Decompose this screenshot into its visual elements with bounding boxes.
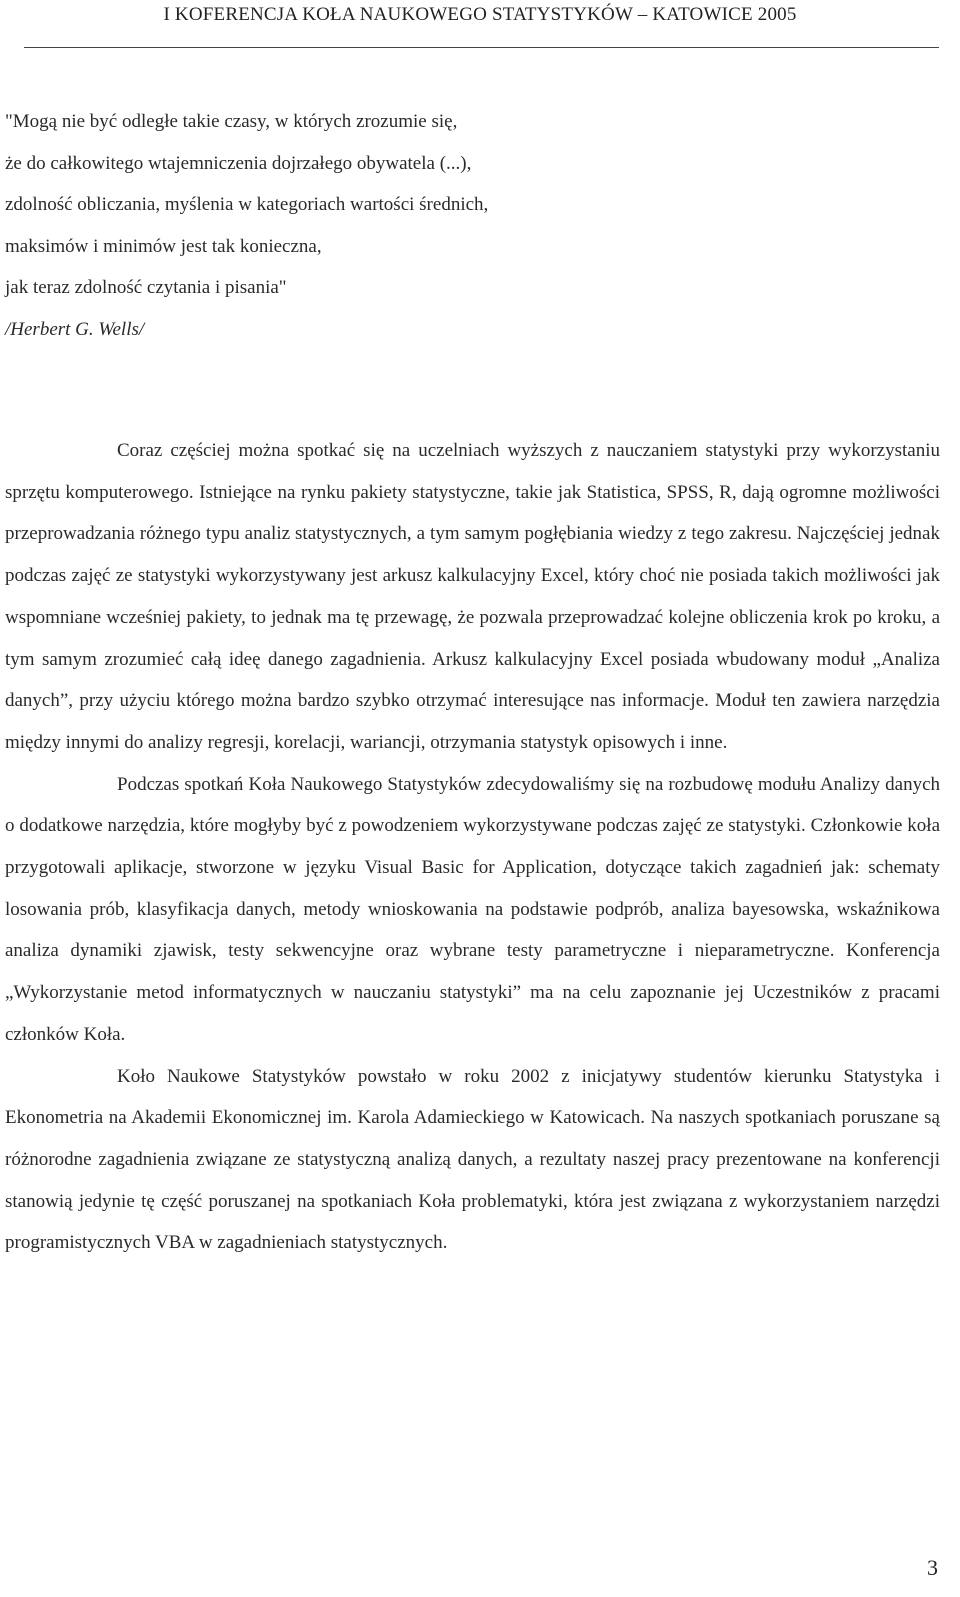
header-rule [24, 47, 939, 48]
motto-line: jak teraz zdolność czytania i pisania" [5, 277, 287, 299]
body-text [5, 430, 940, 1264]
motto-line: zdolność obliczania, myślenia w kategoriach wartości średnich, [5, 194, 489, 216]
paragraph-2: Podczas spotkań Koła Naukowego Statystyków zdecydowaliśmy się na rozbudowę modułu Analizy danych o dodatkowe narzędzia, które mogłyby być z powodzeniem wykorzystywane podczas zajęć ze statystyki. Członkowie koła przygotowali aplikacje, stworzone w języku Visual Basic for Application, dotyczące takich zagadnień jak: schematy losowania prób, klasyfikacja danych, metody wnioskowania na podstawie podprób, analiza bayesowska, wskaźnikowa analiza dynamiki zjawisk, testy sekwencyjne oraz wybrane testy parametryczne i nieparametryczne. Konferencja „Wykorzystanie metod informatycznych w nauczaniu statystyki” ma na celu zapoznanie jej Uczestników z pracami członków Koła. [5, 773, 940, 1045]
motto-line: "Mogą nie być odległe takie czasy, w których zrozumie się, [5, 111, 458, 132]
paragraph-1: Coraz częściej można spotkać się na uczelniach wyższych z nauczaniem statystyki przy wykorzystaniu sprzętu komputerowego. Istniejące na rynku pakiety statystyczne, takie jak Statistica, SPSS, R, dają ogromne możliwości przeprowadzania różnego typu analiz statystycznych, a tym samym pogłębiania wiedzy z tego zakresu. Najczęściej jednak podczas zajęć ze statystyki wykorzystywany jest arkusz kalkulacyjny Excel, który choć nie posiada takich możliwości jak wspomniane wcześniej pakiety, to jednak ma tę przewagę, że pozwala przeprowadzać kolejne obliczenia krok po kroku, a tym samym zrozumieć całą ideę danego zagadnienia. Arkusz kalkulacyjny Excel posiada wbudowany moduł „Analiza danych”, przy użyciu którego można bardzo szybko otrzymać interesujące nas informacje. Moduł ten zawiera narzędzia między innymi do analizy regresji, korelacji, wariancji, otrzymania statystyk opisowych i inne. [5, 440, 940, 753]
paragraph-3: Koło Naukowe Statystyków powstało w roku 2002 z inicjatywy studentów kierunku Statystyka i Ekonometria na Akademii Ekonomicznej im. Karola Adamieckiego w Katowicach. Na naszych spotkaniach poruszane są różnorodne zagadnienia związane ze statystyczną analizą danych, a rezultaty naszej pracy prezentowane na konferencji stanowią jedynie tę część poruszanej na spotkaniach Koła problematyki, która jest związana z wykorzystaniem narzędzi programistycznych VBA w zagadnieniach statystycznych. [5, 1065, 940, 1254]
motto-line: że do całkowitego wtajemniczenia dojrzałego obywatela (...), [5, 152, 472, 174]
motto-author: /Herbert G. Wells/ [5, 318, 145, 340]
motto-quote [5, 101, 705, 351]
motto-line: maksimów i minimów jest tak konieczna, [5, 235, 322, 257]
running-header: I KOFERENCJA KOŁA NAUKOWEGO STATYSTYKÓW – KATOWICE 2005 [163, 4, 797, 25]
page-number: 3 [927, 1555, 938, 1580]
